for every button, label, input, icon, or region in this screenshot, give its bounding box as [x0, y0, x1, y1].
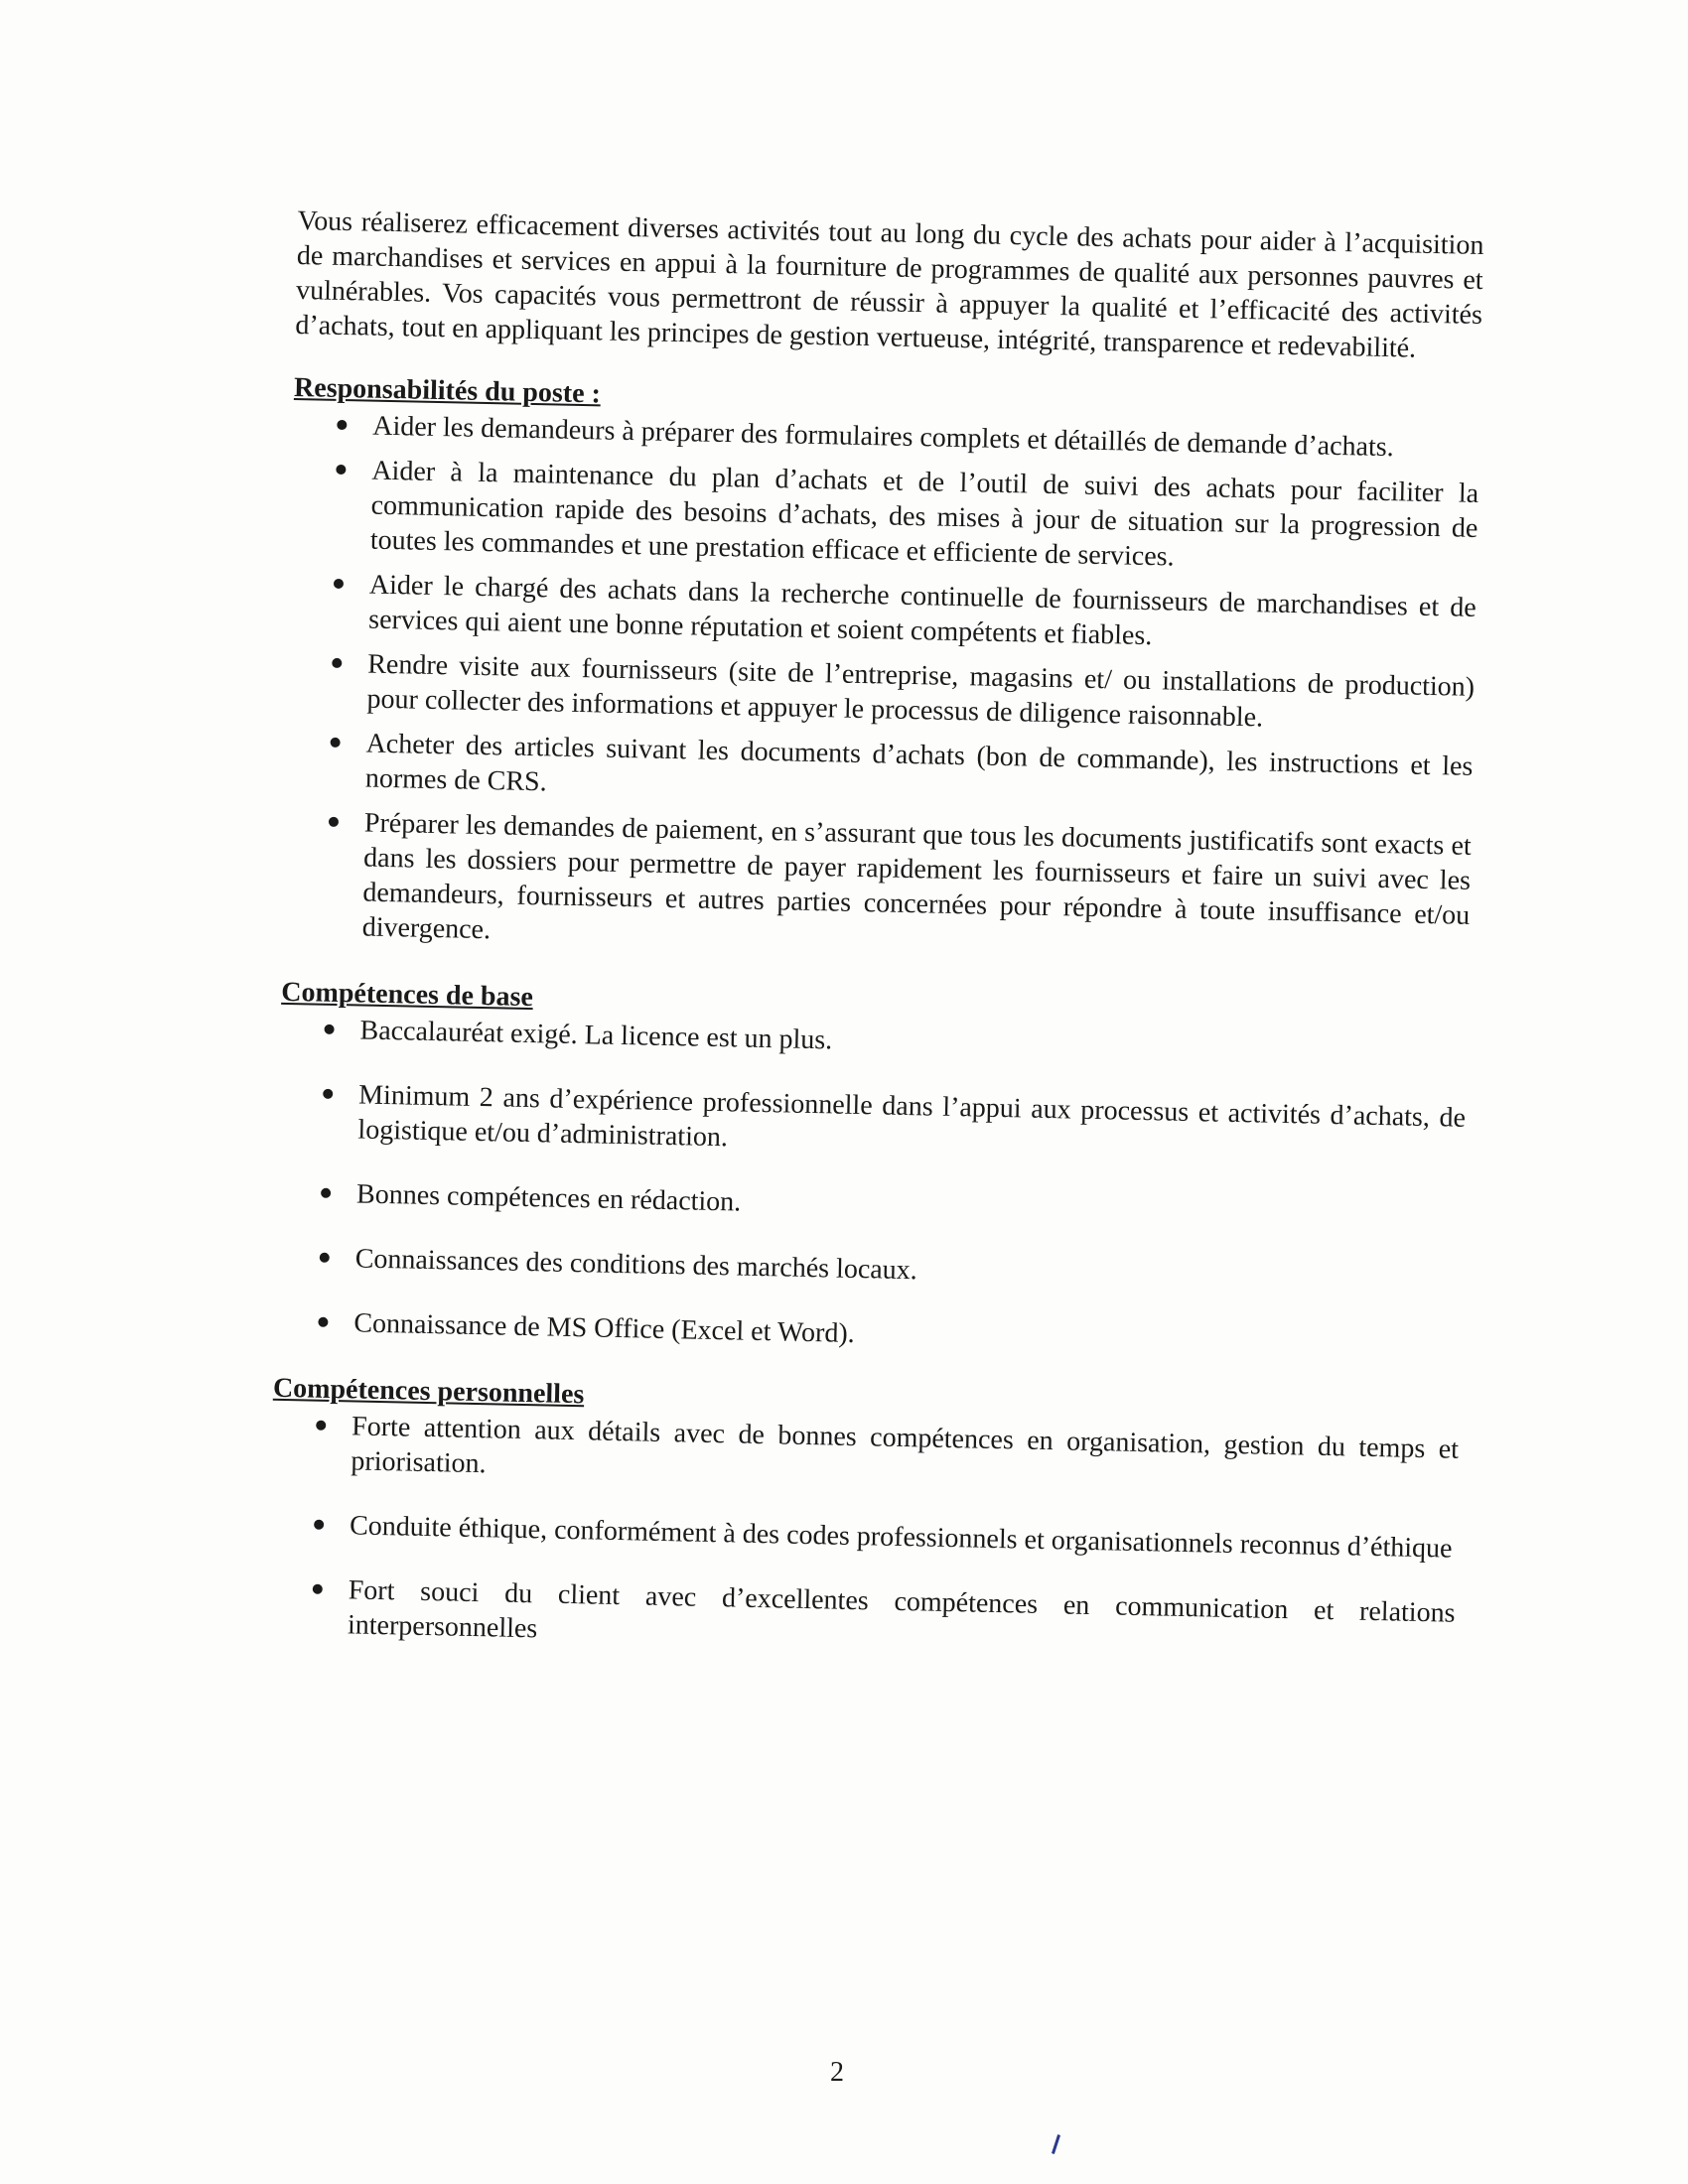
bullet-icon [332, 658, 342, 668]
list-item [287, 645, 1475, 740]
list-item [289, 566, 1477, 660]
page-content [267, 204, 1484, 1698]
base-skills-heading: Compétences de base [281, 976, 534, 1014]
list-item-text: Forte attention aux détails avec de bonnes compétences en organisation, gestion du temps et priorisation. [351, 1411, 1460, 1480]
list-item-text: Connaissance de MS Office (Excel et Word). [353, 1307, 856, 1349]
list-item-text: Fort souci du client avec d’excellentes compétences en communication et relations interpersonnelles [347, 1574, 1456, 1645]
intro-paragraph: Vous réaliserez efficacement diverses activités tout au long du cycle des achats pour aider à l’acquisition de marchandises et services en appui à la fourniture de programmes de qualité aux personnes pauvres et vulnérables. Vos capacités vous permettront de réussir à appuyer la qualité et l’efficacité des activités d’achats, tout en appliquant les principes de gestion vertueuse, intégrité, transparence et redevabilité. [295, 205, 1484, 364]
bullet-icon [314, 1520, 324, 1530]
list-item-text: Acheter des articles suivant les documents d’achats (bon de commande), les instructions et les normes de CRS. [364, 728, 1474, 798]
bullet-icon [316, 1421, 326, 1431]
bullet-icon [318, 1317, 328, 1327]
list-item-text: Conduite éthique, conformément à des codes professionnels et organisationnels reconnus d’éthique [349, 1510, 1453, 1565]
list-item-text: Connaissances des conditions des marchés locaux. [354, 1243, 918, 1287]
list-item-text: Aider à la maintenance du plan d’achats et de l’outil de suivi des achats pour faciliter la communication rapide des besoins d’achats, des mises à jour de situation sur la progression de toutes les commandes et une prestation efficace et efficiente de services. [369, 455, 1479, 573]
list-item-text: Rendre visite aux fournisseurs (site de l’entreprise, magasins et/ ou installations de production) pour collecter des informations et appuyer le processus de diligence raisonnable. [366, 648, 1476, 734]
personal-skills-list [268, 1408, 1460, 1666]
base-skills-list [274, 1012, 1468, 1364]
list-item-text: Minimum 2 ans d’expérience professionnelle dans l’appui aux processus et activités d’achats, de logistique et/ou d’administration. [357, 1079, 1467, 1154]
bullet-icon [329, 817, 339, 827]
bullet-icon [320, 1253, 330, 1263]
bullet-icon [321, 1188, 331, 1198]
list-item-text: Aider les demandeurs à préparer des formulaires complets et détaillés de demande d’achats. [371, 410, 1394, 464]
bullet-icon [313, 1584, 323, 1594]
bullet-icon [324, 1024, 334, 1034]
list-item-text: Aider le chargé des achats dans la recherche continuelle de fournisseurs de marchandises et de services qui aient une bonne réputation et soient compétents et fiables. [367, 569, 1477, 652]
bullet-icon [336, 465, 346, 475]
responsibilities-heading: Responsabilités du poste : [293, 371, 602, 410]
list-item [291, 452, 1479, 581]
bullet-icon [337, 420, 347, 430]
list-item [270, 1507, 1457, 1567]
list-item [277, 1175, 1464, 1235]
pen-mark-icon [1052, 2134, 1060, 2154]
list-item-text: Bonnes compétences en rédaction. [355, 1178, 742, 1218]
list-item [275, 1240, 1462, 1299]
list-item [286, 725, 1474, 819]
page-number: 2 [830, 2057, 844, 2088]
list-item [274, 1304, 1461, 1364]
bullet-icon [334, 579, 344, 589]
list-item [282, 804, 1472, 968]
responsibilities-list [282, 407, 1479, 968]
list-item-text: Baccalauréat exigé. La licence est un plus. [359, 1015, 833, 1056]
list-item-text: Préparer les demandes de paiement, en s’assurant que tous les documents justificatifs sont exacts et dans les dossiers pour permettre de payer rapidement les fournisseurs et faire un suivi avec les demandeurs, fournisseurs et autres parties concernées pour répondre à toute insuffisance et/ou divergence. [361, 807, 1473, 946]
bullet-icon [323, 1089, 333, 1099]
bullet-icon [331, 738, 341, 748]
list-item [278, 1076, 1466, 1170]
list-item [268, 1571, 1456, 1666]
personal-skills-heading: Compétences personnelles [272, 1372, 585, 1411]
